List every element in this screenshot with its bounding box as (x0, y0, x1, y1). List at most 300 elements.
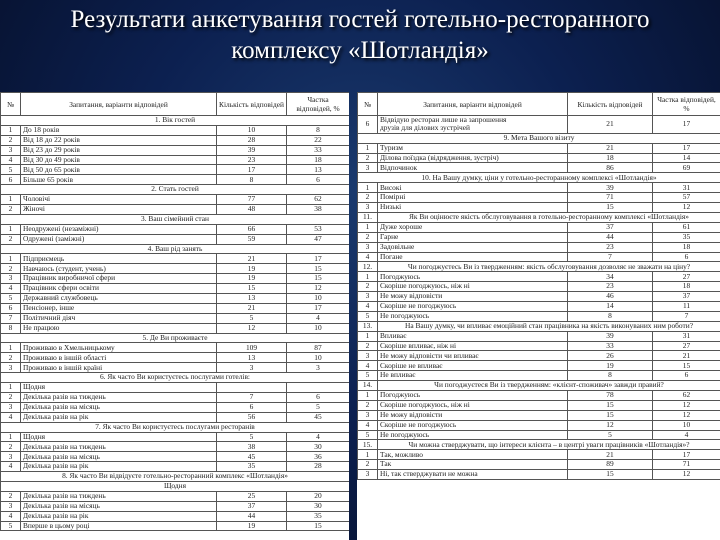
response-count: 5 (217, 313, 287, 323)
answer-option-line: Скоріше погоджуюсь, ніж ні (380, 400, 470, 410)
answer-option (378, 410, 568, 420)
response-percent: 31 (653, 331, 720, 341)
row-number: 5 (1, 165, 21, 175)
answer-option (21, 392, 217, 402)
table-row (358, 203, 720, 213)
answer-option (21, 264, 217, 274)
response-percent: 69 (653, 163, 720, 173)
response-percent: 17 (653, 450, 720, 460)
row-number: 4 (1, 155, 21, 165)
answer-option-line: Від 50 до 65 років (23, 164, 80, 174)
answer-option (378, 232, 568, 242)
answer-option (378, 420, 568, 430)
response-percent: 8 (287, 125, 350, 135)
row-number: 2 (1, 135, 21, 145)
response-count: 35 (217, 462, 287, 472)
section-title: 2. Стать гостей (1, 185, 350, 195)
response-count: 86 (568, 163, 653, 173)
slide-title (0, 4, 720, 66)
answer-option-line: Не погоджуюсь (380, 430, 430, 439)
table-row (1, 294, 350, 304)
table-row (1, 392, 350, 402)
response-percent: 61 (653, 222, 720, 232)
answer-option-line: Пенсіонер, інше (23, 303, 75, 313)
answer-option (21, 462, 217, 472)
slide-title-line1: Результати анкетування гостей готельно-ресторанного (70, 6, 650, 33)
response-count: 23 (217, 155, 287, 165)
answer-option-line: До 18 років (23, 125, 60, 135)
response-count: 18 (568, 153, 653, 163)
section-title: 10. На Вашу думку, ціни у готельно-ресторанному комплексі «Шотландія» (358, 173, 720, 183)
response-percent: 14 (653, 153, 720, 163)
row-number: 3 (1, 145, 21, 155)
answer-option-line: Не працюю (23, 323, 60, 332)
row-number: 1 (358, 143, 378, 153)
response-count: 15 (568, 400, 653, 410)
answer-option (21, 402, 217, 412)
answer-option (21, 175, 217, 185)
table-row (358, 460, 720, 470)
answer-option-line: Підприємець (23, 253, 65, 263)
response-percent: 15 (653, 361, 720, 371)
section-title: Як Ви оцінюєте якість обслуговування в готельно-ресторанному комплексі «Шотландія» (378, 212, 720, 222)
col-header-count: Кількість відповідей (217, 93, 287, 116)
answer-option (378, 272, 568, 282)
response-percent: 4 (287, 432, 350, 442)
answer-option (21, 165, 217, 175)
slide-title-line2: комплексу «Шотландія» (231, 37, 489, 64)
answer-option (378, 116, 568, 134)
row-number: 6 (1, 175, 21, 185)
response-percent: 36 (287, 452, 350, 462)
answer-option-line: Декілька разів на рік (23, 412, 89, 421)
row-number: 3 (358, 470, 378, 480)
table-row (1, 175, 350, 185)
response-count: 89 (568, 460, 653, 470)
table-row (1, 224, 350, 234)
response-percent: 18 (653, 282, 720, 292)
row-number: 3 (1, 501, 21, 511)
response-percent: 10 (287, 294, 350, 304)
answer-option (378, 153, 568, 163)
answer-option-line: Погоджуюсь (380, 390, 421, 400)
response-percent: 18 (653, 242, 720, 252)
answer-option-line: друзів для ділових зустрічей (380, 123, 471, 133)
answer-option-line: Скоріше не впливає (380, 360, 443, 370)
response-percent: 5 (287, 402, 350, 412)
answer-option-line: Щодня (23, 432, 46, 441)
answer-option-line: Скоріше впливає, ніж ні (380, 341, 457, 350)
response-percent: 12 (287, 284, 350, 294)
row-number: 2 (1, 392, 21, 402)
section-title: 4. Ваш рід занять (1, 244, 350, 254)
table-row (358, 282, 720, 292)
answer-option (378, 450, 568, 460)
response-count: 28 (217, 135, 287, 145)
response-percent: 53 (287, 224, 350, 234)
response-count: 37 (217, 501, 287, 511)
answer-option-line: Відвідую ресторан лише на запрошення (380, 115, 507, 124)
answer-option-line: Працівник виробничої сфери (23, 273, 116, 283)
answer-option (21, 145, 217, 155)
row-number: 4 (1, 511, 21, 521)
section-number: 14. (358, 381, 378, 391)
table-row (358, 390, 720, 400)
response-percent: 62 (653, 390, 720, 400)
row-number: 1 (1, 432, 21, 442)
row-number: 3 (358, 292, 378, 302)
row-number: 7 (1, 313, 21, 323)
answer-option-line: Помірні (380, 192, 406, 202)
row-number: 4 (358, 252, 378, 262)
table-row (358, 222, 720, 232)
table-row (358, 351, 720, 361)
table-row (1, 264, 350, 274)
response-percent: 27 (653, 341, 720, 351)
table-row (1, 205, 350, 215)
response-percent: 31 (653, 183, 720, 193)
answer-option-line: Політичний діяч (23, 313, 76, 323)
response-percent: 10 (287, 353, 350, 363)
section-number: 13. (358, 321, 378, 331)
row-number: 2 (1, 234, 21, 244)
answer-option (21, 284, 217, 294)
section-header-row (1, 472, 350, 482)
section-title: 3. Ваш сімейний стан (1, 214, 350, 224)
answer-option-line: Туризм (380, 143, 403, 152)
section-title: 6. Як часто Ви користуєтесь послугами готелів: (1, 373, 350, 383)
response-percent: 45 (287, 412, 350, 422)
section-title: На Вашу думку, чи впливає емоційний стан працівника на якість виконуваних ним роботи? (378, 321, 720, 331)
answer-option-line: Ні, так стверджувати не можна (380, 469, 478, 479)
section-number: 12. (358, 262, 378, 272)
response-percent: 11 (653, 301, 720, 311)
answer-option-line: Так (380, 459, 392, 469)
answer-option-line: Високі (380, 182, 402, 192)
response-percent: 13 (287, 165, 350, 175)
section-title: Чи можна стверджувати, що інтереси клієнта – в центрі уваги працівників «Шотландія»? (378, 440, 720, 450)
response-count: 34 (568, 272, 653, 282)
answer-option-line: Вперше в цьому році (23, 521, 90, 530)
answer-option-line: Ділова поїздка (відрядження, зустріч) (380, 153, 499, 162)
response-count: 19 (217, 264, 287, 274)
answer-option-line: Від 30 до 49 років (23, 155, 80, 164)
answer-option (21, 254, 217, 264)
section-header-row (1, 244, 350, 254)
response-count: 10 (217, 125, 287, 135)
answer-option-line: Гарне (380, 232, 399, 241)
left-survey-table-panel (0, 92, 349, 540)
answer-option (21, 313, 217, 323)
answer-option (21, 135, 217, 145)
section-header-row (358, 381, 720, 391)
answer-option (378, 390, 568, 400)
table-row (1, 521, 350, 531)
answer-option-line: Погоджуюсь (380, 271, 421, 281)
response-percent: 12 (653, 203, 720, 213)
row-number: 2 (1, 491, 21, 501)
table-row (358, 371, 720, 381)
response-count: 5 (217, 432, 287, 442)
answer-option-line: Декілька разів на тиждень (23, 491, 106, 501)
response-count: 8 (568, 311, 653, 321)
response-percent: 35 (287, 511, 350, 521)
row-number: 3 (358, 410, 378, 420)
answer-option-line: Не можу відповісти (380, 291, 443, 301)
table-row (358, 272, 720, 282)
answer-option-line: Не можу відповісти чи впливає (380, 350, 479, 360)
answer-option-line: Проживаю в іншій області (23, 352, 107, 362)
response-percent: 10 (287, 323, 350, 333)
answer-option (21, 195, 217, 205)
table-row (358, 410, 720, 420)
response-count: 14 (568, 301, 653, 311)
table-row (358, 470, 720, 480)
table-row (1, 412, 350, 422)
response-percent: 62 (287, 195, 350, 205)
answer-option (378, 292, 568, 302)
response-percent: 15 (287, 264, 350, 274)
response-percent: 21 (653, 351, 720, 361)
row-number: 1 (358, 222, 378, 232)
table-row (358, 153, 720, 163)
table-row (358, 301, 720, 311)
response-count: 77 (217, 195, 287, 205)
answer-option-line: Так, можливо (380, 449, 423, 459)
section-header-row (1, 333, 350, 343)
table-row (1, 135, 350, 145)
answer-option-line: Від 23 до 29 років (23, 145, 80, 154)
row-number: 3 (358, 242, 378, 252)
response-percent: 57 (653, 193, 720, 203)
response-count: 8 (568, 371, 653, 381)
response-count: 13 (217, 294, 287, 304)
section-header-row (358, 173, 720, 183)
row-number: 2 (358, 232, 378, 242)
answer-option (378, 470, 568, 480)
row-number: 3 (1, 402, 21, 412)
response-count: 21 (568, 450, 653, 460)
answer-option-line: Погане (380, 252, 403, 261)
answer-option-line: Декілька разів на тиждень (23, 392, 106, 402)
response-percent: 18 (287, 155, 350, 165)
response-percent: 6 (287, 175, 350, 185)
response-count: 21 (568, 143, 653, 153)
table-row (1, 254, 350, 264)
table-row (358, 232, 720, 242)
response-count: 21 (217, 254, 287, 264)
response-percent: 6 (287, 392, 350, 402)
answer-option-line: Скоріше не погоджуюсь (380, 420, 457, 429)
response-count: 5 (568, 430, 653, 440)
table-row (1, 452, 350, 462)
response-count: 71 (568, 193, 653, 203)
row-number: 1 (1, 254, 21, 264)
row-number: 1 (358, 272, 378, 282)
row-number: 2 (1, 353, 21, 363)
col-header-number: № (1, 93, 21, 116)
left-survey-table (0, 92, 349, 531)
row-number: 3 (358, 163, 378, 173)
response-percent: 17 (287, 254, 350, 264)
table-row (1, 284, 350, 294)
response-count: 59 (217, 234, 287, 244)
response-count: 37 (568, 222, 653, 232)
response-count (217, 383, 287, 393)
response-count: 66 (217, 224, 287, 234)
answer-option-line: Від 18 до 22 років (23, 135, 80, 145)
response-percent: 38 (287, 205, 350, 215)
row-number: 5 (358, 311, 378, 321)
answer-option (378, 361, 568, 371)
response-count: 12 (217, 323, 287, 333)
answer-option (21, 224, 217, 234)
table-row (358, 361, 720, 371)
response-count: 7 (568, 252, 653, 262)
section-header-row (358, 440, 720, 450)
answer-option (378, 341, 568, 351)
response-count: 45 (217, 452, 287, 462)
response-percent: 47 (287, 234, 350, 244)
col-header-count: Кількість відповідей (568, 93, 653, 116)
row-number: 5 (1, 294, 21, 304)
row-number: 1 (358, 390, 378, 400)
table-row (1, 145, 350, 155)
row-number: 3 (1, 363, 21, 373)
response-percent: 20 (287, 491, 350, 501)
response-count: 15 (217, 284, 287, 294)
answer-option-line: Декілька разів на місяць (23, 501, 100, 510)
answer-option (378, 311, 568, 321)
answer-option-line: Навчаюсь (студент, учень) (23, 263, 106, 273)
response-count: 7 (217, 392, 287, 402)
response-percent: 17 (653, 116, 720, 134)
response-percent: 17 (653, 143, 720, 153)
row-number: 4 (358, 420, 378, 430)
table-row (1, 491, 350, 501)
table-row (1, 195, 350, 205)
response-count: 23 (568, 282, 653, 292)
answer-option (21, 343, 217, 353)
response-percent: 17 (287, 303, 350, 313)
table-row (358, 420, 720, 430)
row-number: 3 (358, 203, 378, 213)
row-number: 2 (358, 153, 378, 163)
answer-option (378, 242, 568, 252)
col-header-number: № (358, 93, 378, 116)
answer-option (21, 363, 217, 373)
section-number: 11. (358, 212, 378, 222)
response-percent: 27 (653, 272, 720, 282)
answer-option (21, 511, 217, 521)
table-row (1, 383, 350, 393)
table-row (358, 242, 720, 252)
row-number: 3 (358, 351, 378, 361)
table-row (358, 183, 720, 193)
response-percent: 4 (287, 313, 350, 323)
table-row (1, 432, 350, 442)
section-title: 9. Мета Вашого візиту (358, 133, 720, 143)
response-count: 26 (568, 351, 653, 361)
answer-option (21, 412, 217, 422)
response-percent: 87 (287, 343, 350, 353)
answer-option-line: Скоріше не погоджуюсь (380, 301, 457, 311)
answer-option (378, 301, 568, 311)
table-row (1, 303, 350, 313)
table-row (358, 292, 720, 302)
response-count: 78 (568, 390, 653, 400)
section-header-row (358, 262, 720, 272)
section-header-row (1, 481, 350, 491)
answer-option (378, 143, 568, 153)
section-header-row (1, 214, 350, 224)
response-percent: 33 (287, 145, 350, 155)
row-number: 2 (358, 400, 378, 410)
section-header-row (1, 422, 350, 432)
answer-option (21, 274, 217, 284)
response-percent: 71 (653, 460, 720, 470)
response-count: 25 (217, 491, 287, 501)
response-percent: 12 (653, 470, 720, 480)
answer-option (378, 252, 568, 262)
response-count: 48 (217, 205, 287, 215)
answer-option (21, 155, 217, 165)
row-number: 6 (358, 116, 378, 134)
answer-option (378, 193, 568, 203)
answer-option (378, 203, 568, 213)
answer-option (21, 303, 217, 313)
response-percent: 3 (287, 363, 350, 373)
response-count: 39 (568, 331, 653, 341)
section-title: 1. Вік гостей (1, 116, 350, 126)
section-title: Чи погоджуєтесь Ви із твердженням: якість обслуговування дозволяє не зважати на ціну? (378, 262, 720, 272)
table-row (1, 353, 350, 363)
response-count: 19 (568, 361, 653, 371)
answer-option-line: Декілька разів на тиждень (23, 441, 106, 451)
table-row (358, 341, 720, 351)
table-row (1, 511, 350, 521)
row-number: 1 (1, 383, 21, 393)
row-number: 8 (1, 323, 21, 333)
table-row (1, 313, 350, 323)
answer-option (21, 323, 217, 333)
response-count: 56 (217, 412, 287, 422)
response-count: 39 (568, 183, 653, 193)
row-number: 3 (1, 452, 21, 462)
response-percent: 12 (653, 410, 720, 420)
row-number: 2 (1, 205, 21, 215)
answer-option-line: Не впливає (380, 370, 416, 380)
table-row (358, 143, 720, 153)
table-row (1, 165, 350, 175)
response-count: 38 (217, 442, 287, 452)
answer-option (21, 491, 217, 501)
answer-option (378, 351, 568, 361)
response-count: 15 (568, 203, 653, 213)
response-count: 33 (568, 341, 653, 351)
response-percent: 6 (653, 371, 720, 381)
row-number: 2 (358, 193, 378, 203)
table-row (358, 252, 720, 262)
col-header-question: Запитання, варіанти відповідей (378, 93, 568, 116)
table-row (1, 442, 350, 452)
answer-option (21, 432, 217, 442)
answer-option-line: Проживаю в Хмельницькому (23, 342, 115, 352)
response-count: 12 (568, 420, 653, 430)
section-title: Щодня (1, 481, 350, 491)
section-title: 8. Як часто Ви відвідуєте готельно-ресторанний комплекс «Шотландія» (1, 472, 350, 482)
response-percent: 15 (287, 274, 350, 284)
